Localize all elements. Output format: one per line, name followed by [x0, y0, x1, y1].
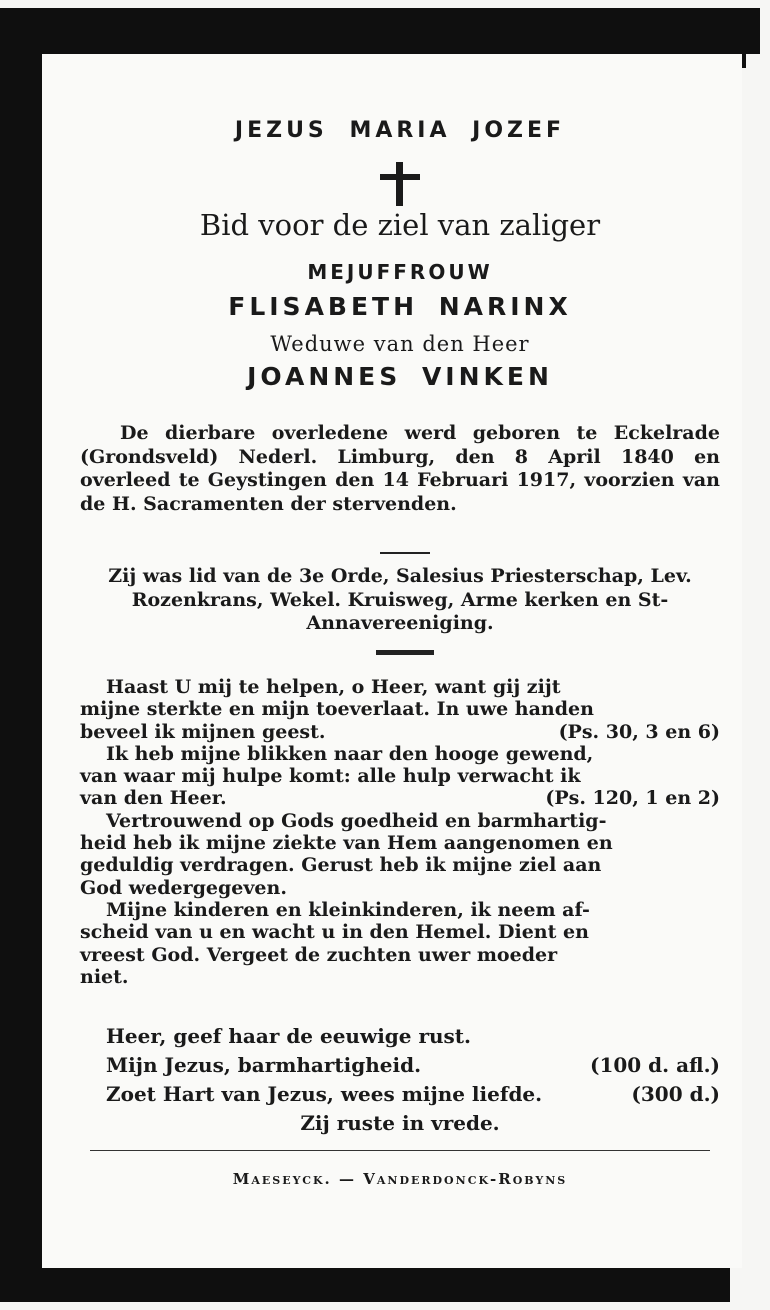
deceased-name: FLISABETH NARINX — [228, 292, 572, 321]
closing-prayers — [80, 1022, 720, 1138]
prayer-line-text: God wedergegeven. — [80, 876, 287, 899]
prayer-line-text: Ik heb mijne blikken naar den hooge gewend, — [106, 742, 594, 765]
psalm-reference: (Ps. 120, 1 en 2) — [545, 787, 720, 810]
prayer-line-text: beveel ik mijnen geest. — [80, 720, 326, 743]
prayer-line — [80, 787, 720, 809]
prayer-line-text: van waar mij hulpe komt: alle hulp verwacht ik — [80, 765, 581, 788]
prayer-line — [80, 765, 720, 787]
heart-indulgence: (300 d.) — [631, 1082, 720, 1106]
biography-paragraph: De dierbare overledene werd geboren te Eckelrade (Grondsveld) Nederl. Limburg, den 8 April 1840 en overleed te Geystingen den 14 Februari 1917, voorzien van de H. Sacramenten der stervenden. — [80, 422, 720, 515]
heart-prayer: Zoet Hart van Jezus, wees mijne liefde. — [106, 1082, 543, 1106]
prayer-line — [80, 832, 720, 854]
frame-top-border — [0, 8, 760, 54]
title-mejuffrouw: MEJUFFROUW — [307, 260, 493, 284]
prayer-line-text: mijne sterkte en mijn toeverlaat. In uwe handen — [80, 698, 594, 721]
prayer-line-text: niet. — [80, 965, 129, 988]
husband-name: JOANNES VINKEN — [247, 362, 553, 391]
prayer-text — [80, 676, 720, 988]
divider-short — [380, 552, 430, 554]
prayer-line-text: scheid van u en wacht u in den Hemel. Dient en — [80, 921, 589, 944]
prayer-line-text: geduldig verdragen. Gerust heb ik mijne ziel aan — [80, 854, 602, 877]
membership-paragraph: Zij was lid van de 3e Orde, Salesius Priesterschap, Lev. Rozenkrans, Wekel. Kruisweg, Arme kerken en St-Annavereeniging. — [108, 565, 692, 634]
prayer-heading: Bid voor de ziel van zaliger — [199, 208, 601, 242]
prayer-line — [80, 944, 720, 966]
prayer-line-text: Mijne kinderen en kleinkinderen, ik neem af- — [106, 898, 590, 921]
frame-bottom-border — [0, 1268, 730, 1302]
rest-prayer: Heer, geef haar de eeuwige rust. — [106, 1024, 471, 1048]
prayer-line-text: van den Heer. — [80, 787, 227, 810]
psalm-reference: (Ps. 30, 3 en 6) — [558, 720, 720, 743]
prayer-line — [80, 743, 720, 765]
prayer-line-text: Haast U mij te helpen, o Heer, want gij zijt — [106, 676, 561, 698]
rest-in-peace: Zij ruste in vrede. — [300, 1111, 500, 1135]
prayer-line — [80, 810, 720, 832]
divider-bottom — [90, 1150, 710, 1151]
prayer-line — [80, 698, 720, 720]
prayer-line — [80, 854, 720, 876]
divider-thick — [376, 650, 434, 655]
prayer-line — [80, 877, 720, 899]
prayer-line-text: Vertrouwend op Gods goedheid en barmhartig- — [106, 809, 607, 832]
invocation: JEZUS MARIA JOZEF — [234, 118, 566, 143]
widow-of: Weduwe van den Heer — [270, 332, 530, 356]
prayer-line-text: heid heb ik mijne ziekte van Hem aangenomen en — [80, 832, 613, 855]
prayer-line — [80, 921, 720, 943]
prayer-line — [80, 721, 720, 743]
prayer-line-text: vreest God. Vergeet de zuchten uwer moeder — [80, 943, 558, 966]
cross-icon — [380, 162, 420, 206]
printer-imprint: Maeseyck. — Vanderdonck-Robyns — [232, 1170, 568, 1188]
mercy-prayer: Mijn Jezus, barmhartigheid. — [106, 1053, 422, 1077]
prayer-line — [80, 676, 720, 698]
frame-left-border — [0, 8, 42, 1298]
prayer-line — [80, 899, 720, 921]
mercy-indulgence: (100 d. afl.) — [589, 1053, 720, 1077]
prayer-line — [80, 966, 720, 988]
